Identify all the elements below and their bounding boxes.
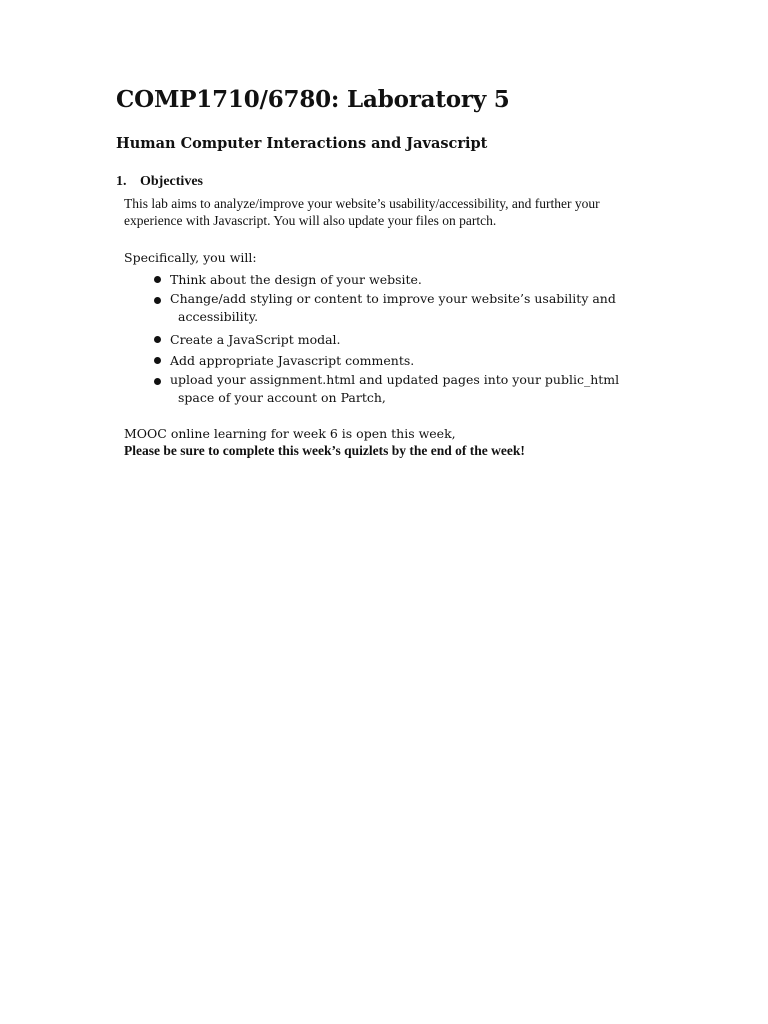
intro-paragraph: This lab aims to analyze/improve your website’s usability/accessibility, and further your experience with Javascript. You will also update your files on partch. [124, 196, 600, 228]
document-title: COMP1710/6780: Laboratory 5 [116, 86, 510, 113]
list-item [154, 269, 634, 290]
list-item [154, 290, 634, 326]
objectives-list [154, 269, 634, 410]
mooc-note: MOOC online learning for week 6 is open this week, [124, 426, 456, 441]
bullet-icon [154, 336, 161, 343]
list-item [154, 350, 634, 371]
list-item-text: upload your assignment.html and updated pages into your public_html [170, 372, 620, 387]
section-title: Objectives [140, 174, 203, 189]
section-number: 1. [116, 174, 127, 189]
bullet-icon [154, 378, 161, 385]
list-item-text: Create a JavaScript modal. [170, 332, 341, 347]
bullet-icon [154, 276, 161, 283]
list-item [154, 329, 634, 350]
bullet-icon [154, 297, 161, 304]
list-item-text: Change/add styling or content to improve your website’s usability and [170, 291, 616, 306]
list-item-text: Add appropriate Javascript comments. [170, 353, 415, 368]
section-heading-objectives [116, 174, 203, 190]
list-item [154, 371, 634, 407]
list-item-text-continued: accessibility. [178, 309, 259, 324]
list-item-text: Think about the design of your website. [170, 272, 422, 287]
document-subtitle: Human Computer Interactions and Javascript [116, 135, 488, 152]
specifically-lead: Specifically, you will: [124, 250, 257, 265]
bullet-icon [154, 357, 161, 364]
quizlet-reminder: Please be sure to complete this week’s quizlets by the end of the week! [124, 443, 525, 458]
list-item-text-continued: space of your account on Partch, [178, 390, 386, 405]
